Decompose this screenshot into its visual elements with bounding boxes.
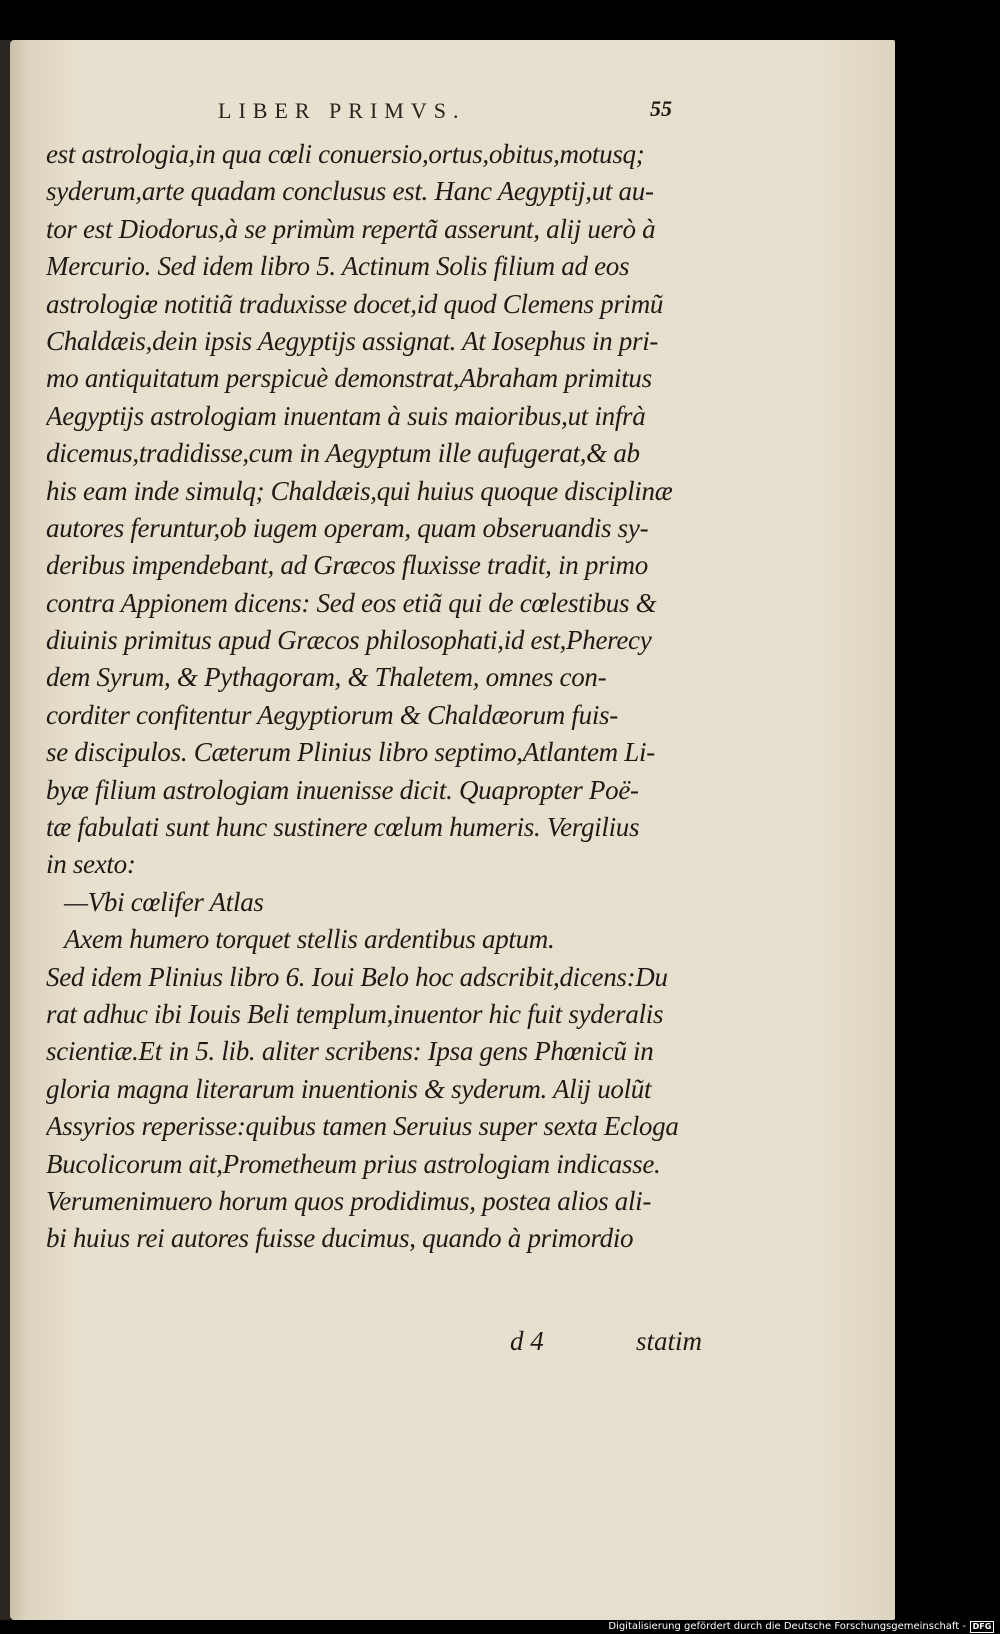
digitization-credit: Digitalisierung gefördert durch die Deutsche Forschungsgemeinschaft - bbox=[608, 1621, 966, 1632]
text-line: contra Appionem dicens: Sed eos etiã qui de cœlestibus & bbox=[46, 587, 657, 618]
verse-line: —Vbi cœlifer Atlas bbox=[64, 886, 264, 917]
verse-line: Axem humero torquet stellis ardentibus aptum. bbox=[64, 924, 555, 955]
text-line: est astrologia,in qua cœli conuersio,ortus,obitus,motusq; bbox=[46, 139, 645, 169]
text-line: Sed idem Plinius libro 6. Ioui Belo hoc adscribit,dicens:Du bbox=[46, 961, 668, 992]
text-line: tæ fabulati sunt hunc sustinere cœlum humeris. Vergilius bbox=[46, 812, 640, 843]
text-line: Verumenimuero horum quos prodidimus, postea alios ali- bbox=[46, 1185, 652, 1216]
text-line: byæ filium astrologiam inuenisse dicit. Quapropter Poë- bbox=[46, 774, 639, 805]
text-line: dicemus,tradidisse,cum in Aegyptum ille aufugerat,& ab bbox=[46, 438, 640, 469]
text-line: Assyrios reperisse:quibus tamen Seruius super sexta Ecloga bbox=[46, 1111, 679, 1142]
text-line: Chaldæis,dein ipsis Aegyptijs assignat. At Iosephus in pri- bbox=[46, 325, 659, 356]
text-line: gloria magna literarum inuentionis & syderum. Alij uolũt bbox=[46, 1073, 652, 1104]
dfg-logo: DFG bbox=[970, 1621, 994, 1633]
text-line: se discipulos. Cæterum Plinius libro septimo,Atlantem Li- bbox=[46, 737, 655, 768]
text-line: syderum,arte quadam conclusus est. Hanc Aegyptij,ut au- bbox=[46, 176, 654, 207]
page-number: 55 bbox=[650, 96, 672, 121]
text-line: autores feruntur,ob iugem operam, quam obseruandis sy- bbox=[46, 512, 649, 543]
binding-edge bbox=[0, 40, 10, 1620]
text-line: diuinis primitus apud Græcos philosophati,id est,Pherecy bbox=[46, 625, 652, 656]
signature-mark: d 4 bbox=[510, 1326, 544, 1356]
text-line: scientiæ.Et in 5. lib. aliter scribens: Ipsa gens Phœnicũ in bbox=[46, 1036, 654, 1067]
text-line: his eam inde simulq; Chaldæis,qui huius quoque disciplinæ bbox=[46, 475, 673, 506]
body-text bbox=[46, 136, 706, 1258]
text-line: bi huius rei autores fuisse ducimus, quando à primordio bbox=[46, 1223, 634, 1254]
text-line: mo antiquitatum perspicuè demonstrat,Abraham primitus bbox=[46, 363, 652, 394]
text-line: deribus impendebant, ad Græcos fluxisse tradit, in primo bbox=[46, 550, 648, 581]
catchword: statim bbox=[636, 1326, 703, 1356]
text-line: astrologiæ notitiã traduxisse docet,id quod Clemens primũ bbox=[46, 288, 664, 319]
text-line: tor est Diodorus,à se primùm repertã asserunt, alij uerò à bbox=[46, 213, 656, 244]
text-line: Mercurio. Sed idem libro 5. Actinum Solis filium ad eos bbox=[46, 251, 630, 282]
text-line: in sexto: bbox=[46, 849, 136, 880]
text-line: rat adhuc ibi Iouis Beli templum,inuentor hic fuit syderalis bbox=[46, 998, 664, 1029]
book-page bbox=[10, 40, 895, 1620]
text-line: corditer confitentur Aegyptiorum & Chaldæorum fuis- bbox=[46, 699, 618, 730]
text-line: Bucolicorum ait,Prometheum prius astrologiam indicasse. bbox=[46, 1148, 661, 1179]
text-line: dem Syrum, & Pythagoram, & Thaletem, omnes con- bbox=[46, 662, 607, 693]
text-line: Aegyptijs astrologiam inuentam à suis maioribus,ut infrà bbox=[46, 400, 646, 431]
running-title: LIBER PRIMVS. bbox=[218, 98, 466, 123]
